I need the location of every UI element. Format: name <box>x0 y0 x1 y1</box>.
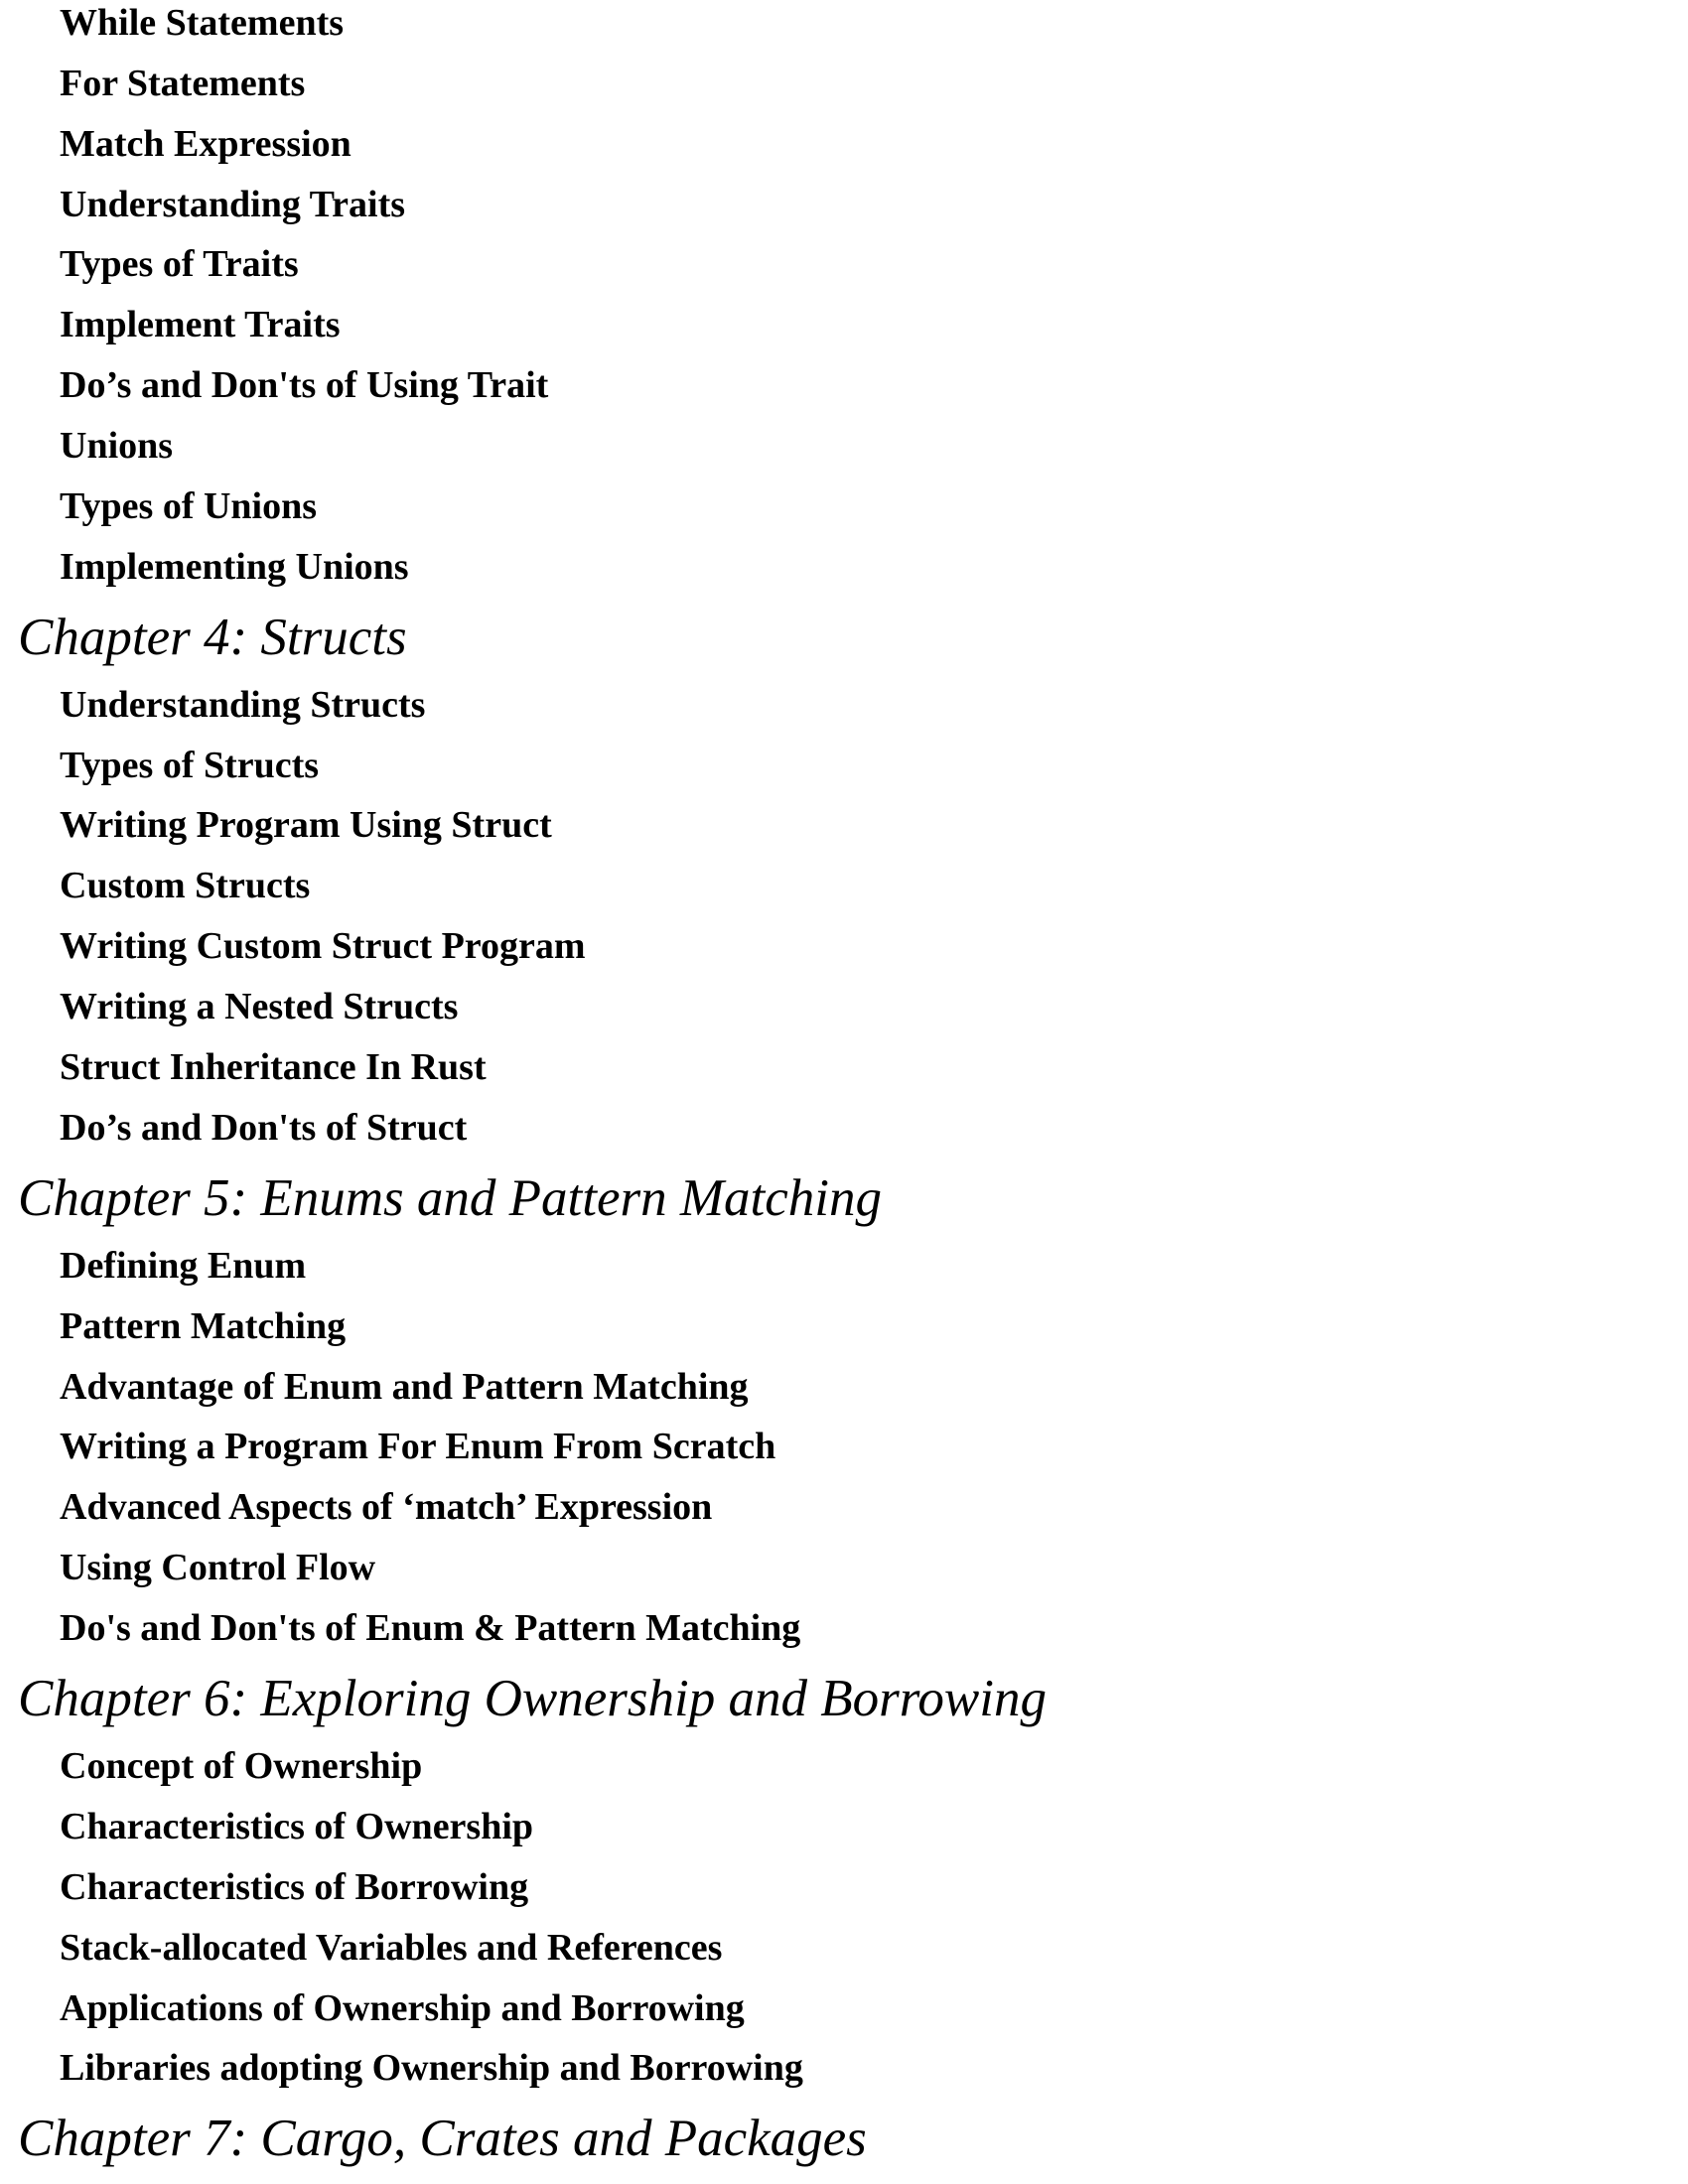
toc-section-item[interactable]: Advanced Aspects of ‘match’ Expression <box>60 1486 713 1528</box>
toc-section-item[interactable]: Implementing Unions <box>60 546 409 588</box>
toc-section-item[interactable]: Pattern Matching <box>60 1305 347 1347</box>
toc-section-item[interactable]: Implement Traits <box>60 304 341 345</box>
toc-section-item[interactable]: Types of Unions <box>60 485 318 527</box>
toc-section-item[interactable]: Match Expression <box>60 123 352 165</box>
toc-section-item[interactable]: Do’s and Don'ts of Using Trait <box>60 364 549 406</box>
toc-section-item[interactable]: Do's and Don'ts of Enum & Pattern Matching <box>60 1607 801 1649</box>
toc-section-item[interactable]: Advantage of Enum and Pattern Matching <box>60 1366 749 1408</box>
toc-section-item[interactable]: Characteristics of Borrowing <box>60 1866 529 1908</box>
toc-section-item[interactable]: Libraries adopting Ownership and Borrowing <box>60 2047 803 2089</box>
toc-section-item[interactable]: Custom Structs <box>60 865 311 906</box>
toc-section-item[interactable]: Applications of Ownership and Borrowing <box>60 1987 745 2029</box>
toc-section-item[interactable]: Types of Traits <box>60 243 299 285</box>
toc-section-item[interactable]: Struct Inheritance In Rust <box>60 1046 487 1088</box>
toc-section-item[interactable]: Using Control Flow <box>60 1547 376 1588</box>
toc-section-item[interactable]: Types of Structs <box>60 745 320 786</box>
toc-section-item[interactable]: Understanding Traits <box>60 184 406 225</box>
chapter-title[interactable]: Chapter 4: Structs <box>18 609 407 666</box>
toc-section-item[interactable]: Do’s and Don'ts of Struct <box>60 1107 468 1149</box>
chapter-title[interactable]: Chapter 5: Enums and Pattern Matching <box>18 1169 882 1227</box>
toc-section-item[interactable]: Writing a Nested Structs <box>60 986 459 1027</box>
toc-section-item[interactable]: Stack-allocated Variables and References <box>60 1927 723 1969</box>
toc-section-item[interactable]: Writing Program Using Struct <box>60 804 552 846</box>
toc-section-item[interactable]: Defining Enum <box>60 1245 307 1287</box>
chapter-title[interactable]: Chapter 7: Cargo, Crates and Packages <box>18 2110 867 2167</box>
toc-section-item[interactable]: Understanding Structs <box>60 684 426 726</box>
toc-section-item[interactable]: For Statements <box>60 63 306 104</box>
toc-section-item[interactable]: Writing Custom Struct Program <box>60 925 586 967</box>
toc-section-item[interactable]: Unions <box>60 425 174 467</box>
chapter-title[interactable]: Chapter 6: Exploring Ownership and Borrowing <box>18 1670 1047 1727</box>
toc-section-item[interactable]: While Statements <box>60 2 345 44</box>
toc-section-item[interactable]: Writing a Program For Enum From Scratch <box>60 1426 776 1467</box>
toc-section-item[interactable]: Concept of Ownership <box>60 1745 423 1787</box>
toc-section-item[interactable]: Characteristics of Ownership <box>60 1806 534 1847</box>
